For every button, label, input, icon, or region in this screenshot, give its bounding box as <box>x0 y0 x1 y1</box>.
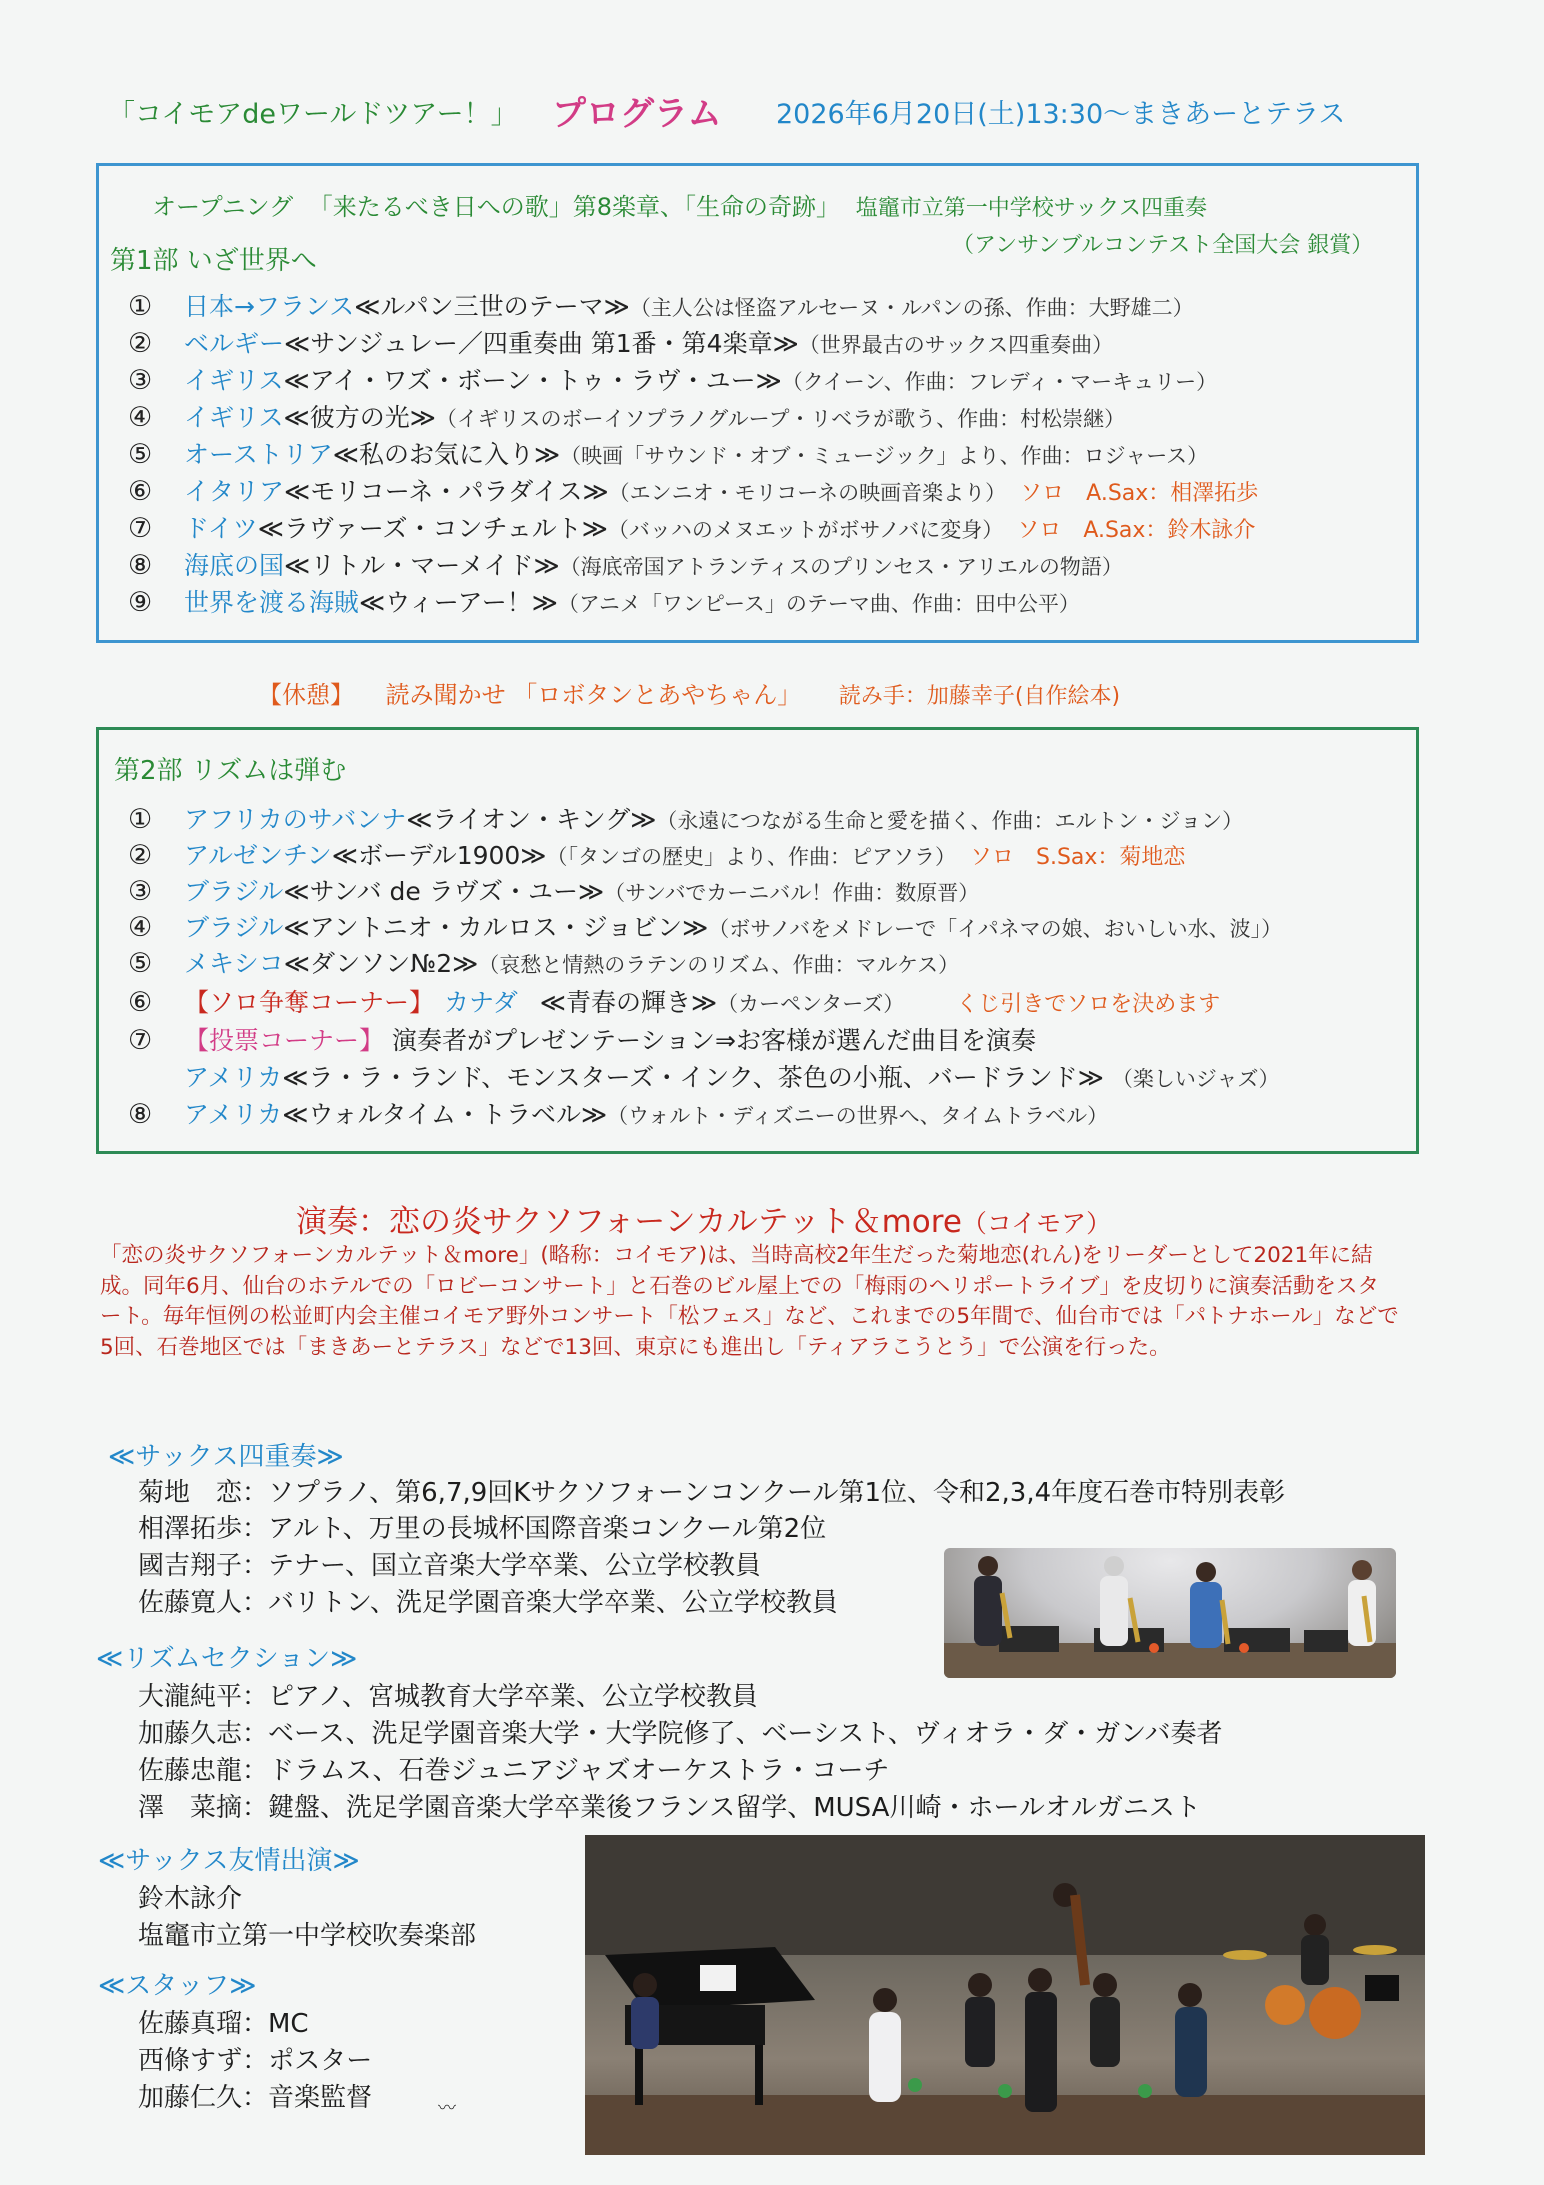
list-item-vote-corner: ⑦ 【投票コーナー】 演奏者がプレゼンテーション⇒お客様が選んだ曲目を演奏 <box>128 1025 1036 1056</box>
list-item: ⑨ 世界を渡る海賊 ≪ウィーアー！≫ （アニメ「ワンピース」のテーマ曲、作曲：田中公平） <box>128 587 1080 618</box>
member: 相澤拓歩：アルト、万里の長城杯国際音楽コンクール第2位 <box>138 1514 827 1544</box>
part2-title: 第2部 リズムは弾む <box>114 756 347 786</box>
list-item-vote-songs: アメリカ ≪ラ・ラ・ランド、モンスターズ・インク、茶色の小瓶、バードランド≫ （楽しいジャズ） <box>184 1063 1280 1092</box>
list-item: ⑥ イタリア ≪モリコーネ・パラダイス≫ （エンニオ・モリコーネの映画音楽より） ソロ A.Sax：相澤拓歩 <box>128 476 1259 507</box>
member: 佐藤忠龍：ドラムス、石巻ジュニアジャズオーケストラ・コーチ <box>138 1756 890 1786</box>
intermission-line <box>258 675 1120 710</box>
member: 大瀧純平：ピアノ、宮城教育大学卒業、公立学校教員 <box>138 1682 758 1712</box>
reader-name: 読み手：加藤幸子(自作絵本) <box>838 684 1121 709</box>
performers-title: 演奏：恋の炎サクソフォーンカルテット＆more（コイモア） <box>296 1204 1112 1240</box>
list-item: ④ イギリス ≪彼方の光≫ （イギリスのボーイソプラノグループ・リベラが歌う、作曲：村松崇継） <box>128 402 1126 433</box>
ensemble-photo <box>585 1835 1425 2155</box>
opening-award: （アンサンブルコンテスト全国大会 銀賞） <box>952 233 1374 258</box>
member: 佐藤寛人：バリトン、洗足学園音楽大学卒業、公立学校教員 <box>138 1588 838 1618</box>
list-item: ④ ブラジル ≪アントニオ・カルロス・ジョビン≫ （ボサノバをメドレーで「イパネマの娘、おいしい水、波」） <box>128 912 1283 943</box>
member: 鈴木詠介 <box>138 1884 243 1914</box>
list-item: ② アルゼンチン ≪ボーデル1900≫ （「タンゴの歴史」より、作曲：ピアソラ） ソロ S.Sax：菊地恋 <box>128 840 1186 871</box>
list-item: ① 日本→フランス ≪ルパン三世のテーマ≫ （主人公は怪盗アルセーヌ・ルパンの孫、作曲：大野雄二） <box>128 291 1194 322</box>
date-venue: 2026年6月20日(土)13:30～まきあーとテラス <box>776 99 1346 130</box>
bird-doodle-icon: 〰 <box>438 2098 456 2119</box>
quartet-photo <box>944 1548 1396 1678</box>
member: 加藤久志：ベース、洗足学園音楽大学・大学院修了、ベーシスト、ヴィオラ・ダ・ガンバ奏者 <box>138 1719 1223 1749</box>
member: 佐藤真瑠：MC <box>138 2009 309 2039</box>
reading-title: 読み聞かせ 「ロボタンとあやちゃん」 <box>385 681 802 709</box>
list-item: ⑧ 海底の国 ≪リトル・マーメイド≫ （海底帝国アトランティスのプリンセス・アリエルの物語） <box>128 550 1123 581</box>
opening-label: オープニング <box>152 193 294 221</box>
opening-songs: 「来たるべき日への歌」第8楽章、「生命の奇跡」 <box>308 193 841 221</box>
member: 加藤仁久：音楽監督 <box>138 2083 373 2113</box>
list-item: ③ イギリス ≪アイ・ワズ・ボーン・トゥ・ラヴ・ユー≫ （クイーン、作曲：フレディ・マーキュリー） <box>128 365 1218 396</box>
group-title-guest: ≪サックス友情出演≫ <box>98 1846 360 1876</box>
performers-bio: 「恋の炎サクソフォーンカルテット＆more」(略称：コイモア)は、当時高校2年生だった菊地恋(れん)をリーダーとして2021年に結成。同年6月、仙台のホテルでの「ロビーコンサート」と石巻のビル屋上での「梅雨のヘリポートライブ」を皮切りに演奏活動をスタート。毎年恒例の松並町内会主催コイモア野外コンサート「松フェス」など、これまでの5年間で、仙台市では「パトナホール」などで5回、石巻地区では「まきあーとテラス」などで13回、東京にも進出し「ティアラこうとう」で公演を行った。 <box>100 1243 1399 1360</box>
group-title-sax: ≪サックス四重奏≫ <box>108 1442 344 1472</box>
group-title-staff: ≪スタッフ≫ <box>98 1971 257 2001</box>
opening-performer: 塩竈市立第一中学校サックス四重奏 <box>855 196 1208 221</box>
member: 國吉翔子：テナー、国立音楽大学卒業、公立学校教員 <box>138 1551 761 1581</box>
list-item: ① アフリカのサバンナ ≪ライオン・キング≫ （永遠につながる生命と愛を描く、作曲：エルトン・ジョン） <box>128 804 1244 835</box>
member: 塩竈市立第一中学校吹奏楽部 <box>138 1921 477 1951</box>
list-item: ② ベルギー ≪サンジュレー／四重奏曲 第1番・第4楽章≫ （世界最古のサックス四重奏曲） <box>128 328 1114 359</box>
intermission-label: 【休憩】 <box>258 681 354 709</box>
list-item: ③ ブラジル ≪サンバ de ラヴズ・ユー≫ （サンバでカーニバル！作曲：数原晋） <box>128 876 980 907</box>
program-title: プログラム <box>552 94 722 134</box>
member: 菊地 恋：ソプラノ、第6,7,9回Kサクソフォーンコンクール第1位、令和2,3,4年度石巻市特別表彰 <box>138 1478 1286 1508</box>
list-item-solo-corner: ⑥ 【ソロ争奪コーナー】 カナダ ≪青春の輝き≫ （カーペンターズ） くじ引きでソロを決めます <box>128 987 1221 1018</box>
list-item: ⑧ アメリカ ≪ウォルタイム・トラベル≫ （ウォルト・ディズニーの世界へ、タイムトラベル） <box>128 1099 1109 1130</box>
part1-title: 第1部 いざ世界へ <box>110 246 317 276</box>
group-title-rhythm: ≪リズムセクション≫ <box>96 1644 358 1674</box>
opening-line <box>152 187 1207 222</box>
member: 西條すず：ポスター <box>138 2046 373 2076</box>
event-name: 「コイモアdeワールドツアー！」 <box>108 99 518 130</box>
list-item: ⑦ ドイツ ≪ラヴァーズ・コンチェルト≫ （バッハのメヌエットがボサノバに変身） ソロ A.Sax：鈴木詠介 <box>128 513 1256 544</box>
list-item: ⑤ オーストリア ≪私のお気に入り≫ （映画「サウンド・オブ・ミュージック」より、作曲：ロジャース） <box>128 439 1209 470</box>
list-item: ⑤ メキシコ ≪ダンソン№2≫ （哀愁と情熱のラテンのリズム、作曲：マルケス） <box>128 948 960 979</box>
member: 澤 菜摘：鍵盤、洗足学園音楽大学卒業後フランス留学、MUSA川崎・ホールオルガニスト <box>138 1793 1201 1823</box>
